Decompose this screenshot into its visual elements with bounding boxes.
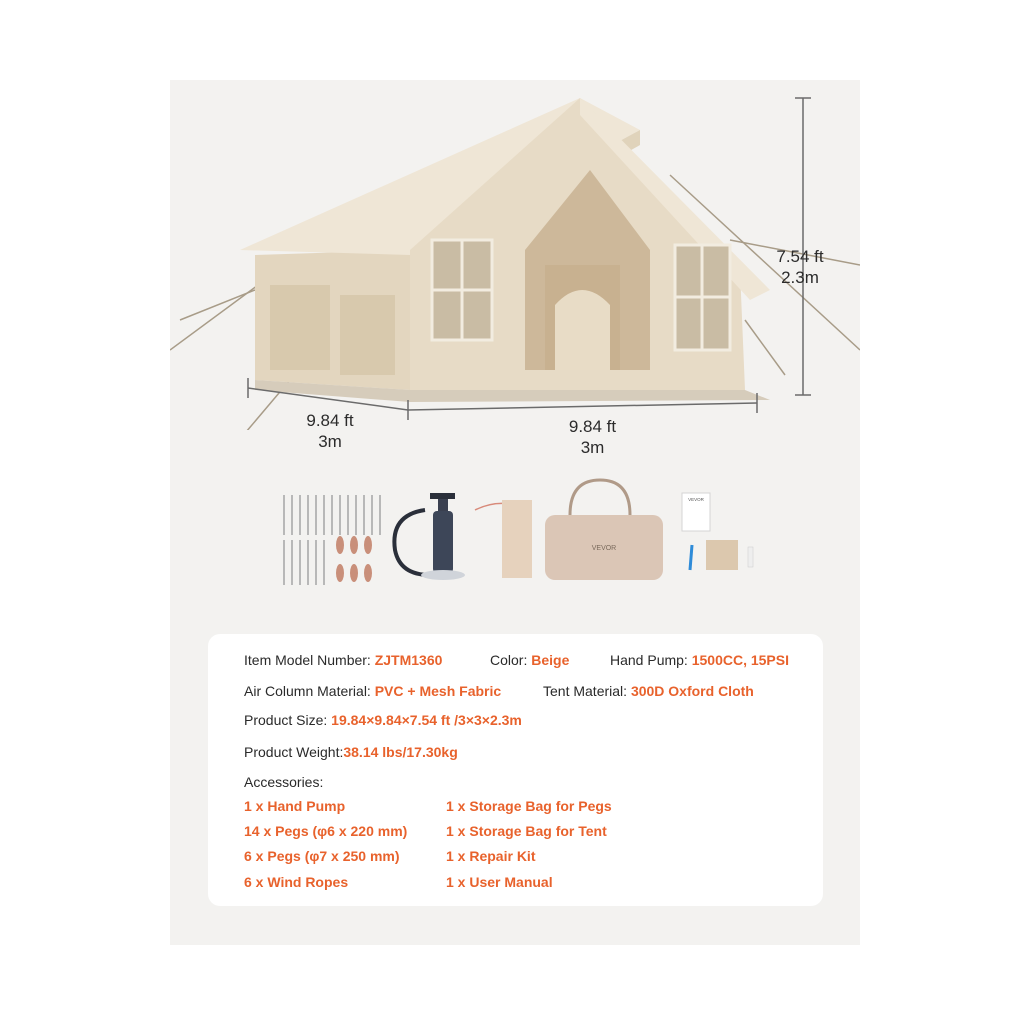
color-spec: Color: Beige <box>490 652 570 668</box>
accessory-item: 6 x Pegs (φ7 x 250 mm) <box>244 848 400 864</box>
air-column-spec: Air Column Material: PVC + Mesh Fabric <box>244 683 502 699</box>
pump-spec: Hand Pump: 1500CC, 15PSI <box>610 652 790 668</box>
accessory-item: 1 x Storage Bag for Tent <box>446 823 607 839</box>
accessory-item: 1 x Hand Pump <box>244 798 346 814</box>
hand-pump-icon <box>394 493 465 580</box>
accessory-item: 1 x User Manual <box>446 874 553 890</box>
user-manual-icon <box>682 493 710 531</box>
accessory-item: 1 x Repair Kit <box>446 848 536 864</box>
spec-card <box>208 634 823 906</box>
weight-spec: Product Weight:38.14 lbs/17.30kg <box>244 744 458 760</box>
model-number: Item Model Number: ZJTM1360 <box>244 652 443 668</box>
accessory-item: 6 x Wind Ropes <box>244 874 349 890</box>
accessories-title: Accessories: <box>244 774 324 790</box>
depth-dimension: 9.84 ft 3m <box>306 411 354 451</box>
accessories-illustration <box>270 475 770 590</box>
bag-brand-label: VEVOR <box>591 545 617 552</box>
width-dimension: 9.84 ft 3m <box>568 417 617 457</box>
accessory-item: 1 x Storage Bag for Pegs <box>446 798 612 814</box>
height-dimension: 7.54 ft 2.3m <box>776 247 824 287</box>
manual-brand-label: VEVOR <box>688 497 704 502</box>
size-spec: Product Size: 19.84×9.84×7.54 ft /3×3×2.3m <box>244 712 522 728</box>
repair-kit-icon <box>690 540 753 570</box>
peg-storage-bag-icon <box>475 500 532 578</box>
wind-ropes-icon <box>336 536 372 582</box>
accessory-item: 14 x Pegs (φ6 x 220 mm) <box>244 823 408 839</box>
tent-material-spec: Tent Material: 300D Oxford Cloth <box>543 683 754 699</box>
tent-storage-bag-icon <box>545 480 663 580</box>
dimension-lines <box>0 0 1024 470</box>
